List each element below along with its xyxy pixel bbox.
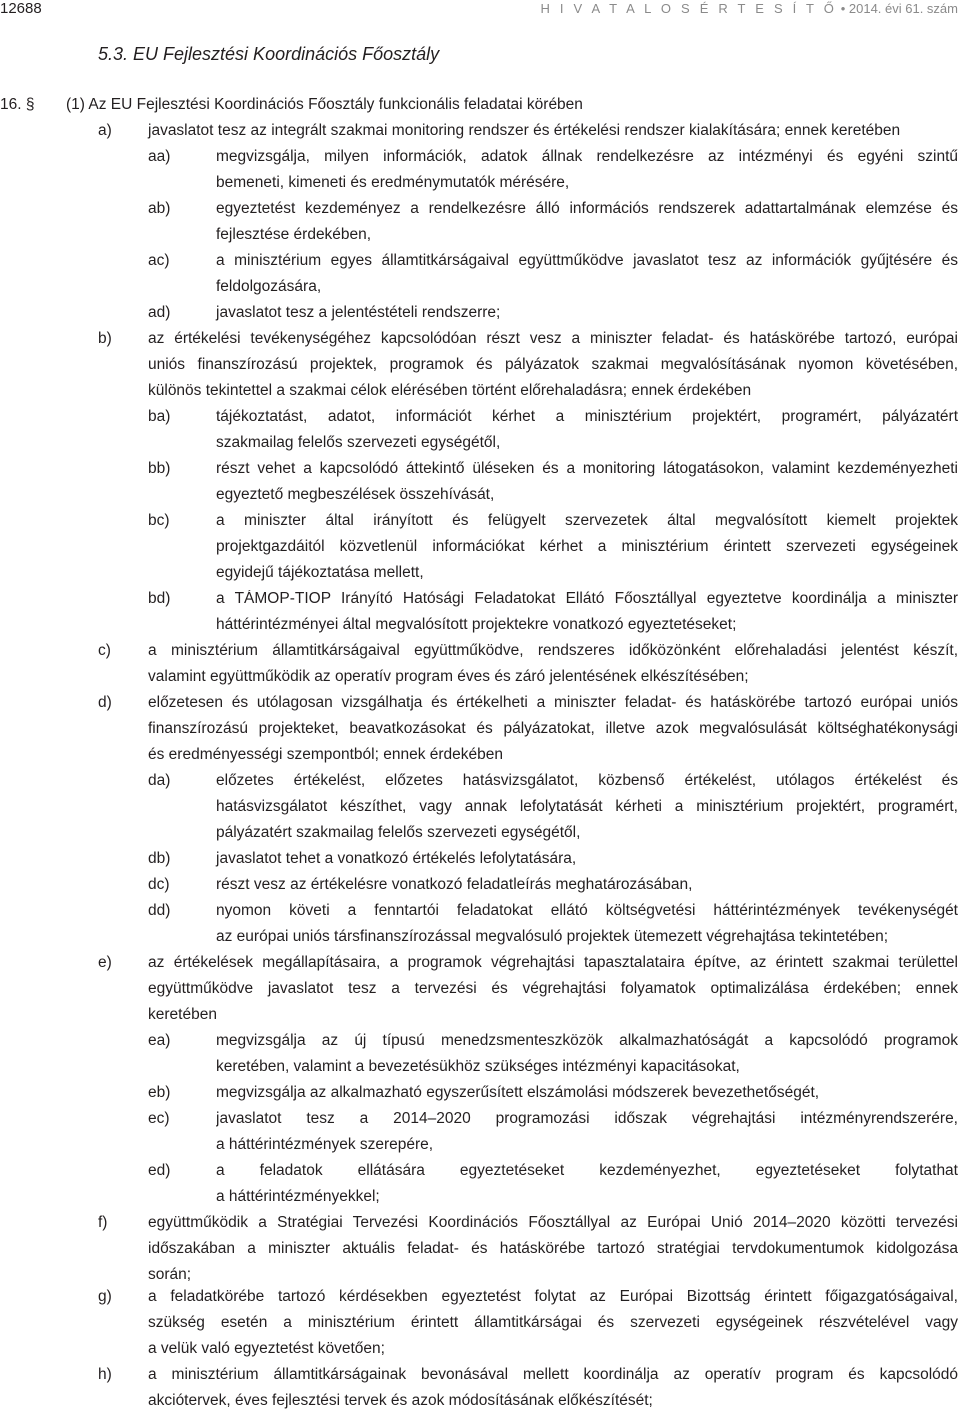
item-label: ab) bbox=[148, 200, 171, 217]
item-text-line: egyeztetést kezdeményez a rendelkezésre álló információs rendszerek adattartalmának elemzése és bbox=[216, 200, 958, 217]
item-label: aa) bbox=[148, 148, 171, 165]
item-label: h) bbox=[98, 1366, 112, 1383]
item-text-line: az európai uniós társfinanszírozással megvalósuló projektek ütemezett végrehajtása tekintetében; bbox=[216, 928, 889, 945]
item-label: b) bbox=[98, 330, 112, 347]
paragraph-number: 16. § bbox=[0, 96, 35, 113]
item-text-line: a minisztérium államtitkárságaival együttműködve, rendszeres időközönként előrehaladási jelentést készít, bbox=[148, 642, 958, 659]
item-text-line: az értékelési tevékenységéhez kapcsolódóan részt vesz a miniszter feladat- és hatáskörébe tartozó, európai bbox=[148, 330, 958, 347]
item-label: dc) bbox=[148, 876, 170, 893]
running-header bbox=[0, 0, 960, 20]
item-text-line: a háttérintézmények szerepére, bbox=[216, 1136, 434, 1153]
item-label: dd) bbox=[148, 902, 171, 919]
item-text-line: különös tekintettel a szakmai célok elérésében történt előrehaladásra; ennek érdekében bbox=[148, 382, 752, 399]
item-text-line: projektgazdáitól közvetlenül információkat kérhet a minisztérium érintett szervezeti egységeinek bbox=[216, 538, 958, 555]
paragraph-intro: (1) Az EU Fejlesztési Koordinációs Főosztály funkcionális feladatai körében bbox=[66, 96, 583, 113]
item-text-line: időszakában a miniszter aktuális feladat- és hatáskörébe tartozó stratégiai tervdokumentumok kidolgozása bbox=[148, 1240, 958, 1257]
item-text-line: egyidejű tájékoztatása mellett, bbox=[216, 564, 424, 581]
item-label: ea) bbox=[148, 1032, 171, 1049]
item-text-line: szakmailag felelős szervezeti egységétől, bbox=[216, 434, 501, 451]
item-label: ed) bbox=[148, 1162, 171, 1179]
item-text-line: javaslatot tesz az integrált szakmai monitoring rendszer és értékelési rendszer kialakítására; ennek keretében bbox=[148, 122, 901, 139]
item-text-line: akciótervek, éves fejlesztési tervek és azok módosításának előkészítését; bbox=[148, 1392, 653, 1409]
item-text-line: fejlesztése érdekében, bbox=[216, 226, 372, 243]
item-text-line: javaslatot tesz a 2014–2020 programozási időszak végrehajtási intézményrendszerére, bbox=[216, 1110, 958, 1127]
header-separator: • bbox=[840, 1, 846, 16]
item-label: ac) bbox=[148, 252, 170, 269]
item-text-line: során; bbox=[148, 1266, 192, 1283]
item-label: ec) bbox=[148, 1110, 170, 1127]
item-text-line: finanszírozású projekteket, beavatkozásokat és pályázatokat, illetve azok megvalósulását költséghatékonysági bbox=[148, 720, 958, 737]
item-text-line: javaslatot tesz a jelentéstételi rendszerre; bbox=[216, 304, 501, 321]
item-text-line: uniós finanszírozású projektek, programok és pályázatok szakmai megvalósításának nyomon követésében, bbox=[148, 356, 958, 373]
item-text-line: az értékelések megállapításaira, a programok végrehajtási tapasztalataira építve, az érintett szakmai területtel bbox=[148, 954, 958, 971]
item-text-line: együttműködve javaslatot tesz a tervezési és végrehajtási folyamatok optimalizálása érdekében; ennek bbox=[148, 980, 958, 997]
item-text-line: valamint együttműködik az operatív program éves és záró jelentésének elkészítésében; bbox=[148, 668, 749, 685]
item-text-line: és eredményességi szempontból; ennek érdekében bbox=[148, 746, 504, 763]
section-title: 5.3. EU Fejlesztési Koordinációs Főosztály bbox=[98, 44, 440, 64]
item-text-line: részt vesz az értékelésre vonatkozó feladatleírás meghatározásában, bbox=[216, 876, 693, 893]
journal-header bbox=[540, 1, 958, 16]
item-text-line: javaslatot tehet a vonatkozó értékelés lefolytatására, bbox=[216, 850, 577, 867]
item-text-line: pályázatért szakmailag felelős szervezeti egységétől, bbox=[216, 824, 581, 841]
item-text-line: egyeztető megbeszélések összehívását, bbox=[216, 486, 495, 503]
item-label: bd) bbox=[148, 590, 171, 607]
item-text-line: a miniszter által irányított és felügyelt szervezetek által megvalósított kiemelt projektek bbox=[216, 512, 958, 529]
item-text-line: keretében, valamint a bevezetésükhöz szükséges intézményi kapacitásokat, bbox=[216, 1058, 740, 1075]
item-text-line: feldolgozására, bbox=[216, 278, 322, 295]
item-text-line: tájékoztatást, adatot, információt kérhet a minisztérium projektért, programért, pályázatért bbox=[216, 408, 958, 425]
item-text-line: megvizsgálja az alkalmazható egyszerűsített elszámolási módszerek bevezethetőségét, bbox=[216, 1084, 820, 1101]
item-label: bb) bbox=[148, 460, 171, 477]
item-label: db) bbox=[148, 850, 171, 867]
item-text-line: együttműködik a Stratégiai Tervezési Koordinációs Főosztállyal az Európai Unió 2014–2020 közötti tervezési bbox=[148, 1214, 958, 1231]
item-label: a) bbox=[98, 122, 112, 139]
item-text-line: megvizsgálja az új típusú menedzsmenteszközök alkalmazhatóságát a kapcsolódó programok bbox=[216, 1032, 958, 1049]
item-text-line: előzetes értékelést, előzetes hatásvizsgálatot, közbenső értékelést, utólagos értékelést és bbox=[216, 772, 958, 789]
item-text-line: a velük való egyeztetést követően; bbox=[148, 1340, 385, 1357]
item-label: f) bbox=[98, 1214, 108, 1231]
item-text-line: részt vehet a kapcsolódó áttekintő üléseken és a monitoring látogatásokon, valamint kezdeményezheti bbox=[216, 460, 958, 477]
item-text-line: bemeneti, kimeneti és eredménymutatók mérésére, bbox=[216, 174, 570, 191]
item-label: ad) bbox=[148, 304, 171, 321]
item-label: bc) bbox=[148, 512, 170, 529]
item-text-line: hatásvizsgálatot készíthet, vagy annak lefolytatását kérheti a minisztérium projektért, programért, bbox=[216, 798, 958, 815]
item-label: g) bbox=[98, 1288, 112, 1305]
item-label: d) bbox=[98, 694, 112, 711]
item-text-line: megvizsgálja, milyen információk, adatok állnak rendelkezésre az intézményi és egyéni szintű bbox=[216, 148, 958, 165]
item-text-line: a minisztérium egyes államtitkárságaival együttműködve javaslatot tesz az információk gyűjtésére és bbox=[216, 252, 958, 269]
item-text-line: háttérintézményei által megvalósított projektekre vonatkozó egyeztetéseket; bbox=[216, 616, 737, 633]
item-label: eb) bbox=[148, 1084, 171, 1101]
item-label: ba) bbox=[148, 408, 171, 425]
page-number: 12688 bbox=[0, 0, 42, 17]
item-text-line: a háttérintézményekkel; bbox=[216, 1188, 380, 1205]
item-text-line: a TÁMOP-TIOP Irányító Hatósági Feladatokat Ellátó Főosztállyal egyeztetve koordinálja a miniszter bbox=[216, 590, 958, 607]
item-text-line: a minisztérium államtitkárságainak bevonásával mellett koordinálja az operatív program és kapcsolódó bbox=[148, 1366, 958, 1383]
item-text-line: nyomon követi a fenntartói feladatokat ellátó költségvetési háttérintézmények tevékenységét bbox=[216, 902, 958, 919]
journal-title: H I V A T A L O S É R T E S Í T Ő bbox=[540, 1, 838, 16]
item-text-line: előzetesen és utólagosan vizsgálhatja és értékelheti a miniszter feladat- és hatáskörébe tartozó európai uniós bbox=[148, 694, 958, 711]
item-text-line: keretében bbox=[148, 1006, 217, 1023]
item-text-line: szükség esetén a minisztérium érintett államtitkárságai és szervezeti egységeinek részvételével vagy bbox=[148, 1314, 958, 1331]
item-text-line: a feladatkörébe tartozó kérdésekben egyeztetést folytat az Európai Bizottság érintett főigazgatóságaival, bbox=[148, 1288, 958, 1305]
item-label: e) bbox=[98, 954, 112, 971]
item-label: da) bbox=[148, 772, 171, 789]
issue-number: 2014. évi 61. szám bbox=[848, 1, 958, 16]
item-text-line: a feladatok ellátására egyeztetéseket kezdeményezhet, egyeztetéseket folytathat bbox=[216, 1162, 958, 1179]
item-label: c) bbox=[98, 642, 111, 659]
